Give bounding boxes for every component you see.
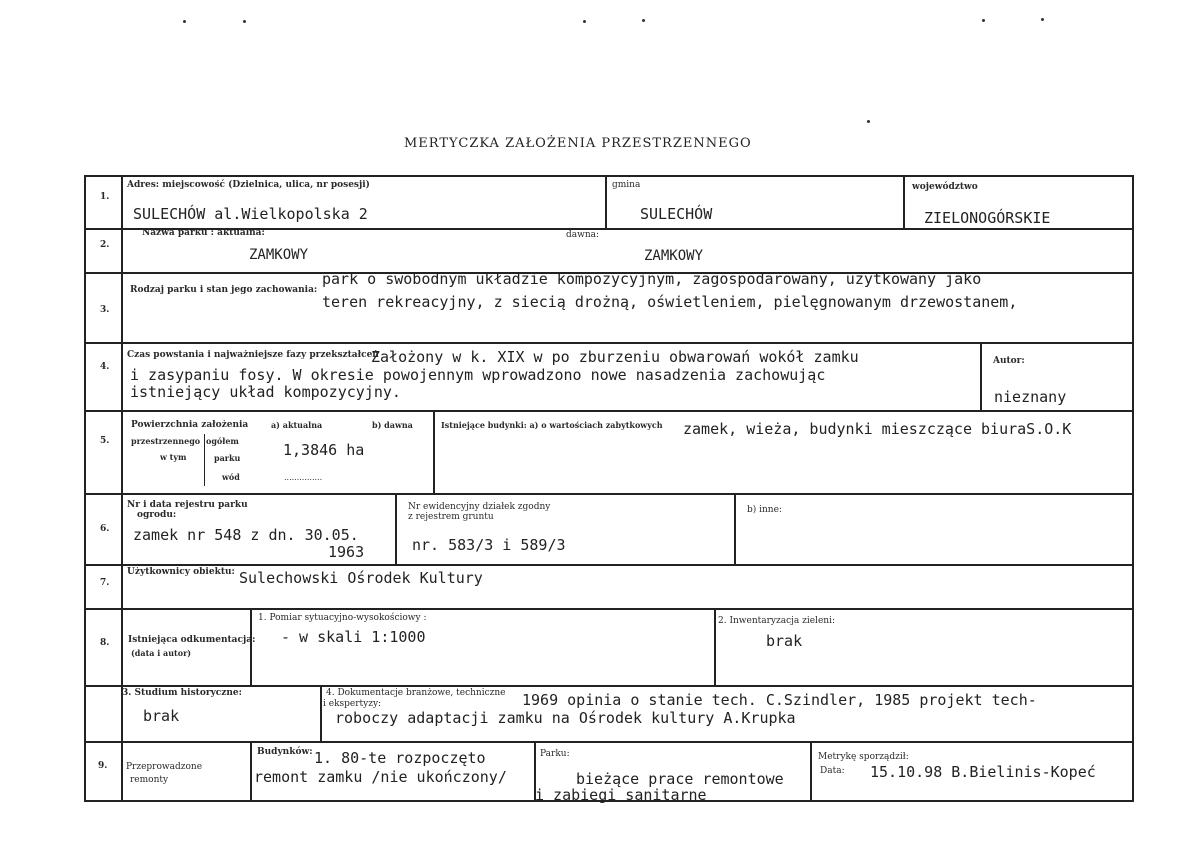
scan-speck (867, 120, 870, 123)
users-label: Użytkownicy obiektu: (127, 567, 235, 577)
park-type-line-2: teren rekreacyjny, z siecią drożną, oświetleniem, pielęgnowanym drzewostanem, (322, 293, 1018, 311)
park-name-label: Nazwa parku : aktualna: (142, 228, 265, 238)
former-name-value: ZAMKOWY (644, 248, 704, 264)
history-line-2: i zasypaniu fosy. W okresie powojennym wprowadzono nowe nasadzenia zachowując (130, 366, 826, 384)
scan-speck (1041, 18, 1044, 21)
repairs-label: Przeprowadzone (126, 762, 203, 772)
address-label: Adres: miejscowość (Dzielnica, ulica, nr posesji) (127, 180, 370, 190)
technical-docs-label: 4. Dokumentacje branżowe, techniczne (326, 688, 506, 698)
area-label: Powierzchnia założenia (131, 420, 249, 430)
row-number: 7. (100, 578, 110, 588)
cell-divider (204, 434, 205, 486)
row-number: 3. (100, 305, 110, 315)
row-number: 9. (98, 761, 108, 771)
date-label: Data: (820, 766, 845, 776)
park-type-line-1: park o swobodnym układzie kompozycyjnym, zagospodarowany, użytkowany jako (322, 270, 982, 288)
row-number: 6. (100, 524, 110, 534)
plots-value: nr. 583/3 i 589/3 (412, 536, 566, 554)
frame-left (84, 175, 86, 802)
row-number: 1. (100, 192, 110, 202)
author-label: Autor: (993, 356, 1025, 366)
plots-label-2: z rejestrem gruntu (408, 512, 494, 522)
study-label: 3. Studium historyczne: (122, 688, 242, 698)
area-current-label: a) aktualna (271, 420, 323, 430)
technical-docs-sublabel: i ekspertyzy: (323, 699, 382, 709)
scan-speck (243, 20, 246, 23)
row-border (84, 410, 1134, 412)
area-water-label: wód (222, 472, 240, 482)
park-type-label: Rodzaj parku i stan jego zachowania: (130, 285, 318, 295)
park-repairs-line-2: i zabiegi sanitarne (535, 786, 707, 804)
number-column-divider (121, 175, 123, 802)
former-name-label: dawna: (566, 230, 600, 240)
cell-divider (810, 741, 812, 801)
greenery-label: 2. Inwentaryzacja zieleni: (718, 616, 836, 626)
survey-value: - w skali 1:1000 (281, 628, 426, 646)
row-border (84, 608, 1134, 610)
area-including-label: w tym (160, 452, 187, 462)
cell-divider (903, 175, 905, 229)
scan-speck (642, 19, 645, 22)
page-title: MERTYCZKA ZAŁOŻENIA PRZESTRZENNEGO (404, 136, 752, 151)
history-line-1: Założony w k. XIX w po zburzeniu obwarowań wokół zamku (371, 348, 859, 366)
building-repairs-label: Budynków: (257, 747, 313, 757)
documentation-sublabel: (data i autor) (131, 648, 192, 658)
row-border (84, 564, 1134, 566)
area-park-label: parku (214, 453, 241, 463)
building-repairs-line-2: remont zamku /nie ukończony/ (254, 768, 507, 786)
area-spatial-label: przestrzennego (131, 436, 201, 446)
area-value: 1,3846 ha (283, 441, 365, 459)
row-number: 5. (100, 436, 110, 446)
frame-right (1132, 175, 1134, 802)
row-number: 8. (100, 638, 110, 648)
gmina-label: gmina (612, 180, 641, 190)
cell-divider (714, 608, 716, 686)
documentation-label: Istniejąca odkumentacja: (128, 635, 256, 645)
study-value: brak (143, 707, 180, 725)
row-border (84, 175, 1134, 177)
survey-label: 1. Pomiar sytuacyjno-wysokościowy : (258, 613, 427, 623)
prepared-by-value: 15.10.98 B.Bielinis-Kopeć (870, 763, 1096, 781)
row-border (84, 685, 1134, 687)
address-value: SULECHÓW al.Wielkopolska 2 (133, 205, 368, 223)
park-name-value: ZAMKOWY (249, 247, 309, 263)
row-border (84, 493, 1134, 495)
register-label-2: ogrodu: (137, 510, 177, 520)
area-former-label: b) dawna (372, 420, 413, 430)
register-label: Nr i data rejestru parku (127, 500, 248, 510)
buildings-label: Istniejące budynki: a) o wartościach zabytkowych (441, 420, 663, 430)
history-line-3: istniejący układ kompozycyjny. (130, 383, 401, 401)
gmina-value: SULECHÓW (640, 205, 713, 223)
area-water-dots: ............... (284, 473, 323, 482)
row-border (84, 741, 1134, 743)
author-value: nieznany (994, 388, 1067, 406)
repairs-sublabel: remonty (130, 775, 169, 785)
technical-docs-line-2: roboczy adaptacji zamku na Ośrodek kultury A.Krupka (335, 709, 796, 727)
park-repairs-line-1: bieżące prace remontowe (576, 770, 784, 788)
users-value: Sulechowski Ośrodek Kultury (239, 569, 483, 587)
scan-speck (982, 19, 985, 22)
register-year: 1963 (328, 543, 365, 561)
plots-label: Nr ewidencyjny działek zgodny (408, 502, 551, 512)
scan-speck (583, 20, 586, 23)
prepared-by-label: Metrykę sporządził: (818, 752, 909, 762)
cell-divider (395, 493, 397, 565)
other-label: b) inne: (747, 505, 782, 515)
greenery-value: brak (766, 632, 803, 650)
buildings-value: zamek, wieża, budynki mieszczące biuraS.O.K (683, 420, 1072, 438)
cell-divider (320, 685, 322, 742)
building-repairs-line-1: 1. 80-te rozpoczęto (314, 749, 486, 767)
technical-docs-line-1: 1969 opinia o stanie tech. C.Szindler, 1985 projekt tech- (522, 691, 1037, 709)
cell-divider (734, 493, 736, 565)
register-value: zamek nr 548 z dn. 30.05. (133, 526, 359, 544)
cell-divider (250, 741, 252, 801)
area-total-label: ogółem (206, 436, 239, 446)
cell-divider (250, 608, 252, 686)
cell-divider (605, 175, 607, 229)
row-border (84, 342, 1134, 344)
row-number: 4. (100, 362, 110, 372)
cell-divider (980, 342, 982, 411)
park-repairs-label: Parku: (540, 749, 570, 759)
cell-divider (433, 410, 435, 494)
voivodeship-label: województwo (912, 182, 978, 192)
history-label: Czas powstania i najważniejsze fazy przekształceń (127, 350, 379, 360)
voivodeship-value: ZIELONOGÓRSKIE (924, 209, 1051, 227)
row-number: 2. (100, 240, 110, 250)
scan-speck (183, 20, 186, 23)
